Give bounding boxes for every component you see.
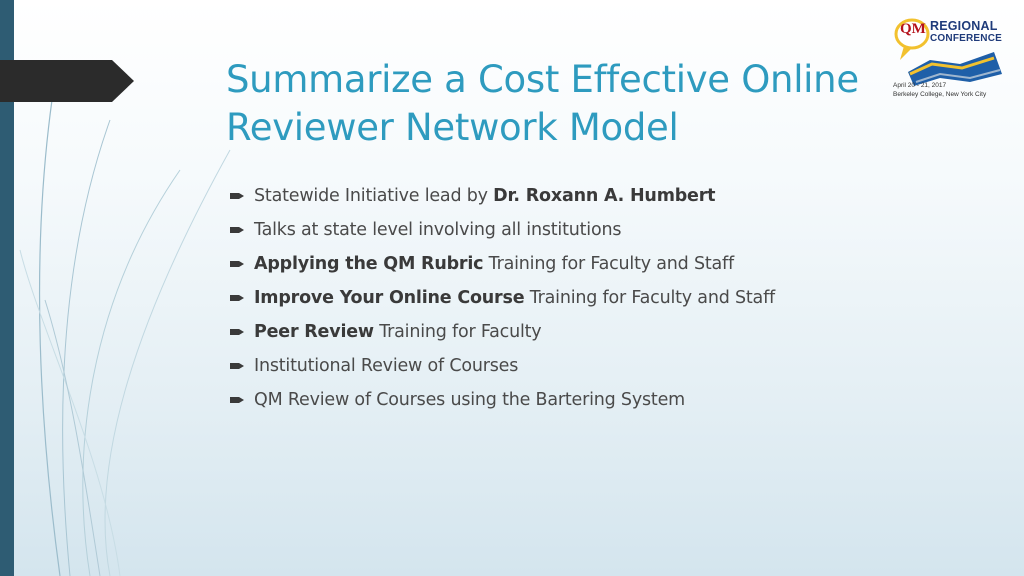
bullet-text: Statewide Initiative lead by	[254, 186, 494, 206]
bullet-bold-prefix: Applying the QM Rubric	[254, 254, 484, 274]
pencil-arrow-bullet-icon	[230, 223, 244, 237]
list-item	[230, 318, 930, 352]
bullet-text: Training for Faculty and Staff	[524, 288, 776, 308]
slide-title	[226, 56, 876, 152]
list-item	[230, 216, 930, 250]
logo-venue: Berkeley College, New York City	[893, 91, 987, 98]
bullet-text: Training for Faculty	[373, 322, 542, 342]
list-item	[230, 284, 930, 318]
logo-date: April 20 - 21, 2017	[893, 82, 947, 89]
list-item	[230, 250, 930, 284]
bullet-text: QM Review of Courses using the Bartering System	[254, 390, 685, 410]
bullet-text: Training for Faculty and Staff	[483, 254, 734, 274]
title-arrow-tab	[0, 60, 134, 102]
bullet-bold-suffix: Dr. Roxann A. Humbert	[493, 186, 716, 206]
logo-regional-text: REGIONAL	[930, 19, 998, 33]
pencil-arrow-bullet-icon	[230, 257, 244, 271]
pencil-arrow-bullet-icon	[230, 291, 244, 305]
logo-qm-mark: QM	[900, 21, 926, 37]
list-item	[230, 352, 930, 386]
pencil-arrow-bullet-icon	[230, 359, 244, 373]
bullet-bold-prefix: Peer Review	[254, 322, 374, 342]
pencil-arrow-bullet-icon	[230, 325, 244, 339]
pencil-arrow-bullet-icon	[230, 393, 244, 407]
bullet-bold-prefix: Improve Your Online Course	[254, 288, 525, 308]
bullet-text: Talks at state level involving all institutions	[254, 220, 622, 240]
logo-conference-text: CONFERENCE	[930, 33, 1003, 44]
bullet-list	[230, 182, 930, 420]
title-line-1: Summarize a Cost Effective Online	[226, 58, 859, 101]
title-line-2: Reviewer Network Model	[226, 106, 679, 149]
list-item	[230, 182, 930, 216]
pencil-arrow-bullet-icon	[230, 189, 244, 203]
bullet-text: Institutional Review of Courses	[254, 356, 519, 376]
list-item	[230, 386, 930, 420]
